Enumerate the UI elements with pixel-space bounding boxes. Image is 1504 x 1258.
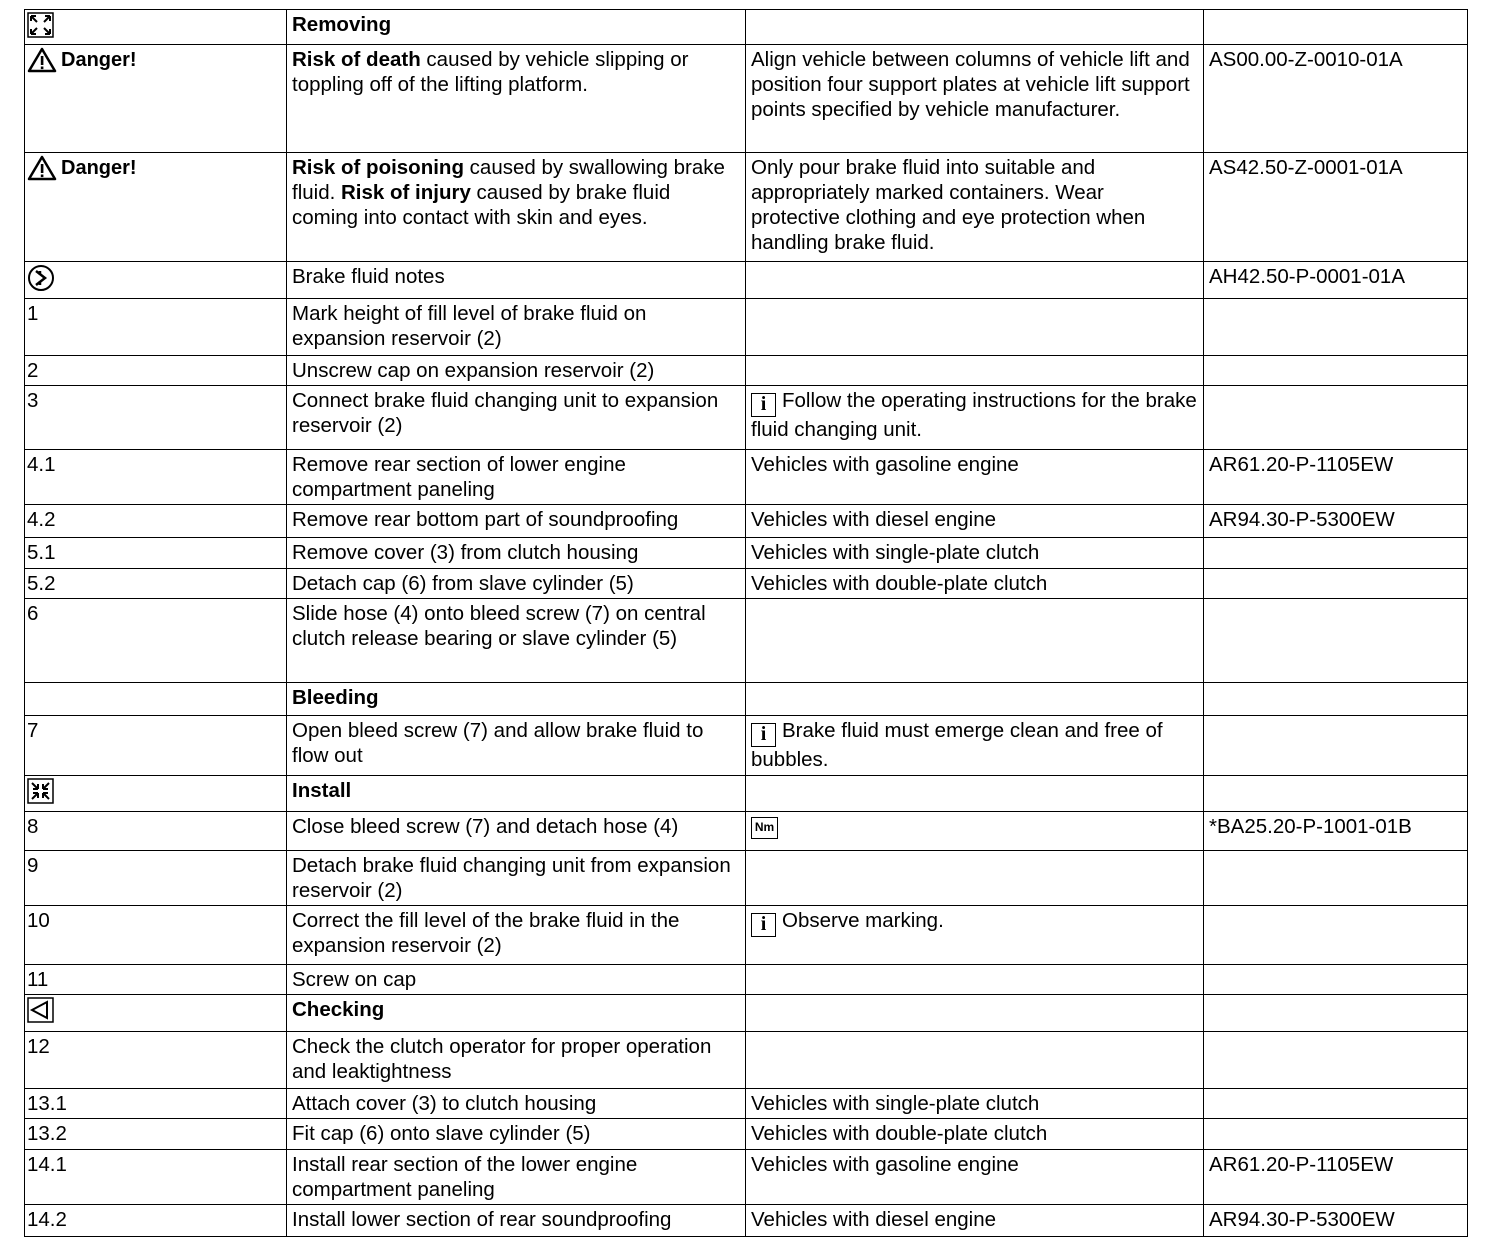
step-cell xyxy=(25,10,287,45)
ref-cell xyxy=(1204,716,1468,776)
note-cell xyxy=(746,262,1204,299)
torque-icon: Nm xyxy=(751,817,778,839)
notes-icon xyxy=(27,264,55,298)
ref-cell xyxy=(1204,386,1468,450)
note-cell xyxy=(746,599,1204,683)
step-cell: 10 xyxy=(25,906,287,965)
section-heading: Bleeding xyxy=(292,686,379,709)
table-row xyxy=(25,776,1468,812)
table-row xyxy=(25,10,1468,45)
work-cell: Fit cap (6) onto slave cylinder (5) xyxy=(287,1119,746,1150)
work-cell: Mark height of fill level of brake fluid on expansion reservoir (2) xyxy=(287,299,746,356)
step-cell: 9 xyxy=(25,851,287,906)
step-cell: 7 xyxy=(25,716,287,776)
info-icon: i xyxy=(751,393,776,417)
ref-cell xyxy=(1204,995,1468,1032)
work-cell xyxy=(287,10,746,45)
step-cell xyxy=(25,683,287,716)
table-row xyxy=(25,1089,1468,1119)
work-cell: Detach cap (6) from slave cylinder (5) xyxy=(287,569,746,599)
table-row xyxy=(25,262,1468,299)
table-row xyxy=(25,45,1468,153)
note-cell xyxy=(746,10,1204,45)
work-cell: Remove rear section of lower engine compartment paneling xyxy=(287,450,746,505)
ref-cell xyxy=(1204,10,1468,45)
table-row xyxy=(25,683,1468,716)
ref-cell[interactable]: AR61.20-P-1105EW xyxy=(1204,450,1468,505)
ref-cell xyxy=(1204,356,1468,386)
step-cell: 3 xyxy=(25,386,287,450)
note-cell xyxy=(746,776,1204,812)
work-cell: Close bleed screw (7) and detach hose (4) xyxy=(287,812,746,851)
ref-cell[interactable]: AR94.30-P-5300EW xyxy=(1204,1205,1468,1237)
ref-cell[interactable]: AS00.00-Z-0010-01A xyxy=(1204,45,1468,153)
table-row xyxy=(25,505,1468,538)
note-cell: Vehicles with gasoline engine xyxy=(746,1150,1204,1205)
procedure-table xyxy=(24,9,1468,1237)
ref-cell[interactable]: AS42.50-Z-0001-01A xyxy=(1204,153,1468,262)
work-cell: Open bleed screw (7) and allow brake fluid to flow out xyxy=(287,716,746,776)
section-heading: Install xyxy=(292,779,352,802)
table-row xyxy=(25,851,1468,906)
ref-cell[interactable]: AR61.20-P-1105EW xyxy=(1204,1150,1468,1205)
checking-icon xyxy=(27,997,54,1029)
note-cell xyxy=(746,683,1204,716)
work-cell: Install lower section of rear soundproofing xyxy=(287,1205,746,1237)
work-cell: Remove cover (3) from clutch housing xyxy=(287,538,746,569)
step-cell: 5.2 xyxy=(25,569,287,599)
warning-triangle-icon xyxy=(27,47,57,73)
table-row xyxy=(25,538,1468,569)
step-cell: 14.2 xyxy=(25,1205,287,1237)
ref-cell[interactable]: AR94.30-P-5300EW xyxy=(1204,505,1468,538)
table-row xyxy=(25,153,1468,262)
note-cell: i Observe marking. xyxy=(746,906,1204,965)
table-row xyxy=(25,599,1468,683)
work-cell xyxy=(287,776,746,812)
work-cell: Screw on cap xyxy=(287,965,746,995)
removing-icon xyxy=(27,12,54,44)
ref-cell xyxy=(1204,851,1468,906)
note-cell: Vehicles with single-plate clutch xyxy=(746,538,1204,569)
info-icon: i xyxy=(751,913,776,937)
ref-cell xyxy=(1204,1032,1468,1089)
note-cell: Vehicles with double-plate clutch xyxy=(746,1119,1204,1150)
note-cell: Vehicles with diesel engine xyxy=(746,505,1204,538)
note-cell: Vehicles with gasoline engine xyxy=(746,450,1204,505)
step-cell: 6 xyxy=(25,599,287,683)
table-row xyxy=(25,716,1468,776)
table-row xyxy=(25,1150,1468,1205)
work-cell: Check the clutch operator for proper operation and leaktightness xyxy=(287,1032,746,1089)
ref-cell[interactable]: *BA25.20-P-1001-01B xyxy=(1204,812,1468,851)
ref-cell xyxy=(1204,299,1468,356)
ref-cell xyxy=(1204,965,1468,995)
step-cell: 13.2 xyxy=(25,1119,287,1150)
work-cell: Connect brake fluid changing unit to expansion reservoir (2) xyxy=(287,386,746,450)
table-row xyxy=(25,356,1468,386)
step-cell: 11 xyxy=(25,965,287,995)
work-cell: Correct the fill level of the brake fluid in the expansion reservoir (2) xyxy=(287,906,746,965)
note-cell xyxy=(746,851,1204,906)
section-heading: Checking xyxy=(292,998,385,1021)
info-icon: i xyxy=(751,723,776,747)
work-cell: Slide hose (4) onto bleed screw (7) on central clutch release bearing or slave cylinder (5) xyxy=(287,599,746,683)
table-row xyxy=(25,1205,1468,1237)
ref-cell xyxy=(1204,599,1468,683)
ref-cell xyxy=(1204,538,1468,569)
note-cell xyxy=(746,356,1204,386)
warning-triangle-icon xyxy=(27,155,57,181)
step-cell xyxy=(25,995,287,1032)
ref-cell xyxy=(1204,906,1468,965)
table-row xyxy=(25,1032,1468,1089)
table-row xyxy=(25,906,1468,965)
work-cell: Risk of death caused by vehicle slipping or toppling off of the lifting platform. xyxy=(287,45,746,153)
table-row xyxy=(25,386,1468,450)
ref-cell xyxy=(1204,776,1468,812)
note-cell xyxy=(746,299,1204,356)
step-cell: 4.2 xyxy=(25,505,287,538)
step-cell: 5.1 xyxy=(25,538,287,569)
ref-cell xyxy=(1204,1089,1468,1119)
step-cell: 14.1 xyxy=(25,1150,287,1205)
work-cell xyxy=(287,995,746,1032)
work-cell: Install rear section of the lower engine compartment paneling xyxy=(287,1150,746,1205)
note-cell xyxy=(746,995,1204,1032)
note-cell: i Follow the operating instructions for the brake fluid changing unit. xyxy=(746,386,1204,450)
work-cell: Unscrew cap on expansion reservoir (2) xyxy=(287,356,746,386)
step-cell: 13.1 xyxy=(25,1089,287,1119)
table-row xyxy=(25,299,1468,356)
note-cell xyxy=(746,965,1204,995)
note-cell: Align vehicle between columns of vehicle lift and position four support plates at vehicle lift support points specified by vehicle manufacturer. xyxy=(746,45,1204,153)
table-row xyxy=(25,965,1468,995)
work-cell: Detach brake fluid changing unit from expansion reservoir (2) xyxy=(287,851,746,906)
step-cell: 2 xyxy=(25,356,287,386)
step-cell xyxy=(25,776,287,812)
step-cell xyxy=(25,45,287,153)
step-cell: 1 xyxy=(25,299,287,356)
section-heading: Removing xyxy=(292,13,392,36)
work-cell: Remove rear bottom part of soundproofing xyxy=(287,505,746,538)
table-row xyxy=(25,450,1468,505)
step-cell xyxy=(25,153,287,262)
install-icon xyxy=(27,778,54,810)
step-cell xyxy=(25,262,287,299)
note-cell: Only pour brake fluid into suitable and appropriately marked containers. Wear protective clothing and eye protection when handling brake fluid. xyxy=(746,153,1204,262)
note-cell xyxy=(746,1032,1204,1089)
table-row xyxy=(25,995,1468,1032)
ref-cell xyxy=(1204,569,1468,599)
step-cell: 4.1 xyxy=(25,450,287,505)
table-row xyxy=(25,812,1468,851)
step-cell: 8 xyxy=(25,812,287,851)
work-cell xyxy=(287,683,746,716)
danger-label: Danger! xyxy=(27,47,137,73)
ref-cell xyxy=(1204,683,1468,716)
danger-label: Danger! xyxy=(27,155,137,181)
ref-cell[interactable]: AH42.50-P-0001-01A xyxy=(1204,262,1468,299)
table-row xyxy=(25,569,1468,599)
ref-cell xyxy=(1204,1119,1468,1150)
work-cell: Attach cover (3) to clutch housing xyxy=(287,1089,746,1119)
note-cell xyxy=(746,812,1204,851)
step-cell: 12 xyxy=(25,1032,287,1089)
work-cell: Brake fluid notes xyxy=(287,262,746,299)
note-cell: Vehicles with single-plate clutch xyxy=(746,1089,1204,1119)
note-cell: Vehicles with diesel engine xyxy=(746,1205,1204,1237)
work-cell: Risk of poisoning caused by swallowing brake fluid. Risk of injury caused by brake fluid coming into contact with skin and eyes. xyxy=(287,153,746,262)
table-row xyxy=(25,1119,1468,1150)
note-cell: i Brake fluid must emerge clean and free of bubbles. xyxy=(746,716,1204,776)
note-cell: Vehicles with double-plate clutch xyxy=(746,569,1204,599)
